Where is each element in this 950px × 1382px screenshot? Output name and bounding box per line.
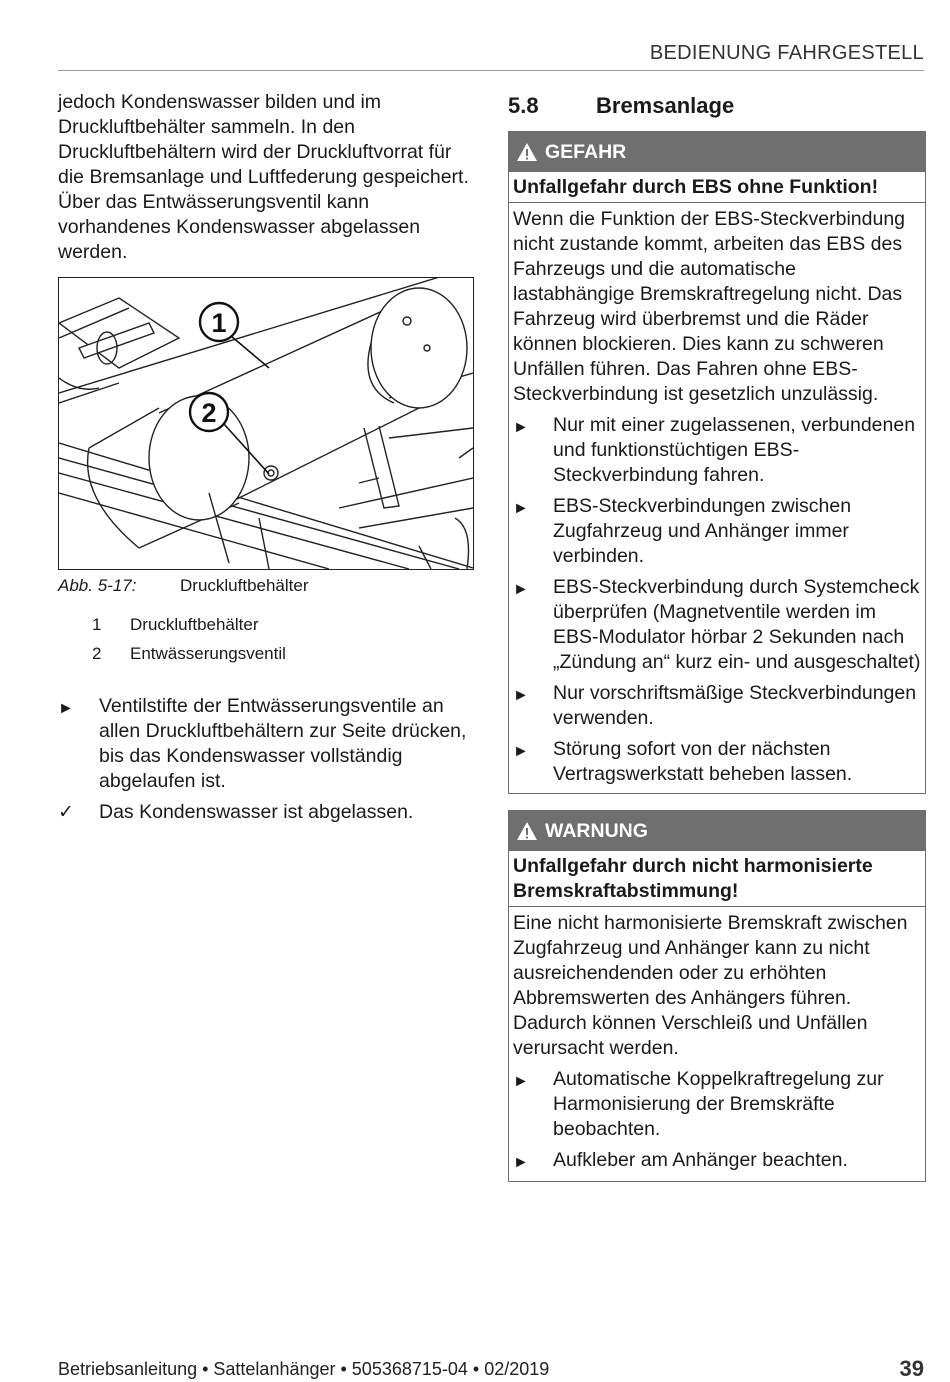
warning-step <box>513 1067 921 1142</box>
warning-label: WARNUNG <box>545 819 648 842</box>
legend-number: 1 <box>92 614 102 634</box>
figure-legend <box>58 610 476 668</box>
section-title: Bremsanlage <box>596 93 735 118</box>
danger-step <box>513 575 921 675</box>
legend-item <box>58 610 476 639</box>
warning-step-text: Aufkleber am Anhänger beachten. <box>553 1149 848 1171</box>
footer-document-info: Betriebsanleitung • Sattelanhänger • 505368715-04 • 02/2019 <box>58 1359 550 1379</box>
danger-step <box>513 413 921 488</box>
warning-box <box>508 810 926 1182</box>
warning-title: Unfallgefahr durch nicht harmonisierte Bremskraftabstimmung! <box>509 851 925 907</box>
danger-step-text: EBS-Steckverbindung durch Systemcheck überprüfen (Magnetventile werden im EBS-Modulator hörbar 2 Sekunden nach „Zündung an“ kurz ein- und ausgeschaltet) <box>553 576 921 673</box>
callout-1-label: 1 <box>211 308 227 338</box>
left-column <box>58 90 476 831</box>
danger-text: Wenn die Funktion der EBS-Steckverbindung nicht zustande kommt, arbeiten das EBS des Fahrzeugs und die automatische lastabhängige Bremskraftregelung nicht. Das Fahrzeug wird überbremst und die Räder können blockieren. Dies kann zu schweren Unfällen führen. Das Fahren ohne EBS-Steckverbindung ist gesetzlich unzulässig. <box>513 208 906 405</box>
figure-caption-text: Druckluftbehälter <box>180 576 309 595</box>
header-rule <box>58 70 924 71</box>
arrow-bullet-icon: ► <box>513 743 529 760</box>
callout-1 <box>200 303 238 341</box>
header-title: BEDIENUNG FAHRGESTELL <box>649 42 924 64</box>
danger-box <box>508 131 926 794</box>
danger-header <box>509 132 925 172</box>
warning-header <box>509 811 925 851</box>
danger-title: Unfallgefahr durch EBS ohne Funktion! <box>509 172 925 203</box>
danger-step-text: Nur mit einer zugelassenen, verbundenen und funktionstüchtigen EBS-Steckverbindung fahren. <box>553 414 916 486</box>
tank-illustration <box>59 278 473 569</box>
right-column <box>508 90 926 1182</box>
warning-step <box>513 1148 921 1175</box>
figure-caption-label: Abb. 5-17: <box>58 576 137 595</box>
warning-triangle-icon <box>516 821 538 841</box>
arrow-bullet-icon: ► <box>513 419 529 436</box>
arrow-bullet-icon: ► <box>513 1154 529 1171</box>
legend-text: Druckluftbehälter <box>130 614 259 634</box>
result-step <box>58 800 476 825</box>
section-heading <box>508 90 926 122</box>
danger-body <box>509 203 925 793</box>
arrow-bullet-icon: ► <box>513 1073 529 1090</box>
intro-paragraph: jedoch Kondenswasser bilden und im Druckluftbehälter sammeln. In den Druckluftbehältern wird der Druckluftvorrat für die Bremsanlage und Luftfederung gespeichert. Über das Entwässerungsventil kann vorhandenes Kondenswasser abgelassen werden. <box>58 91 469 263</box>
figure-caption <box>58 576 476 596</box>
page-number: 39 <box>899 1356 924 1381</box>
instruction-list <box>58 694 476 825</box>
danger-step-text: Nur vorschriftsmäßige Steckverbindungen verwenden. <box>553 682 917 729</box>
danger-step <box>513 681 921 731</box>
instruction-step <box>58 694 476 794</box>
warning-text: Eine nicht harmonisierte Bremskraft zwischen Zugfahrzeug und Anhänger kann zu nicht ausreichendenden oder zu erhöhten Abbremswerten des Anhängers führen. Dadurch können Verschleiß und Unfällen verursacht werden. <box>513 912 908 1059</box>
callout-2-label: 2 <box>201 398 217 428</box>
instruction-text: Ventilstifte der Entwässerungsventile an allen Druckluftbehältern zur Seite drücken, bis das Kondenswasser vollständig abgelaufen ist. <box>99 695 467 792</box>
result-text: Das Kondenswasser ist abgelassen. <box>99 801 414 823</box>
danger-step-text: Störung sofort von der nächsten Vertragswerkstatt beheben lassen. <box>553 738 853 785</box>
danger-step <box>513 737 921 787</box>
warning-step-text: Automatische Koppelkraftregelung zur Harmonisierung der Bremskräfte beobachten. <box>553 1068 884 1140</box>
callout-2 <box>190 393 228 431</box>
legend-text: Entwässerungsventil <box>130 643 286 663</box>
danger-step <box>513 494 921 569</box>
danger-label: GEFAHR <box>545 140 627 163</box>
section-number: 5.8 <box>508 93 539 118</box>
arrow-bullet-icon: ► <box>58 700 74 717</box>
arrow-bullet-icon: ► <box>513 687 529 704</box>
checkmark-icon: ✓ <box>58 802 74 823</box>
warning-body <box>509 907 925 1181</box>
arrow-bullet-icon: ► <box>513 581 529 598</box>
warning-triangle-icon <box>516 142 538 162</box>
figure-compressed-air-tank <box>58 277 474 570</box>
legend-item <box>58 639 476 668</box>
danger-step-text: EBS-Steckverbindungen zwischen Zugfahrzeug und Anhänger immer verbinden. <box>553 495 852 567</box>
arrow-bullet-icon: ► <box>513 500 529 517</box>
legend-number: 2 <box>92 643 102 663</box>
